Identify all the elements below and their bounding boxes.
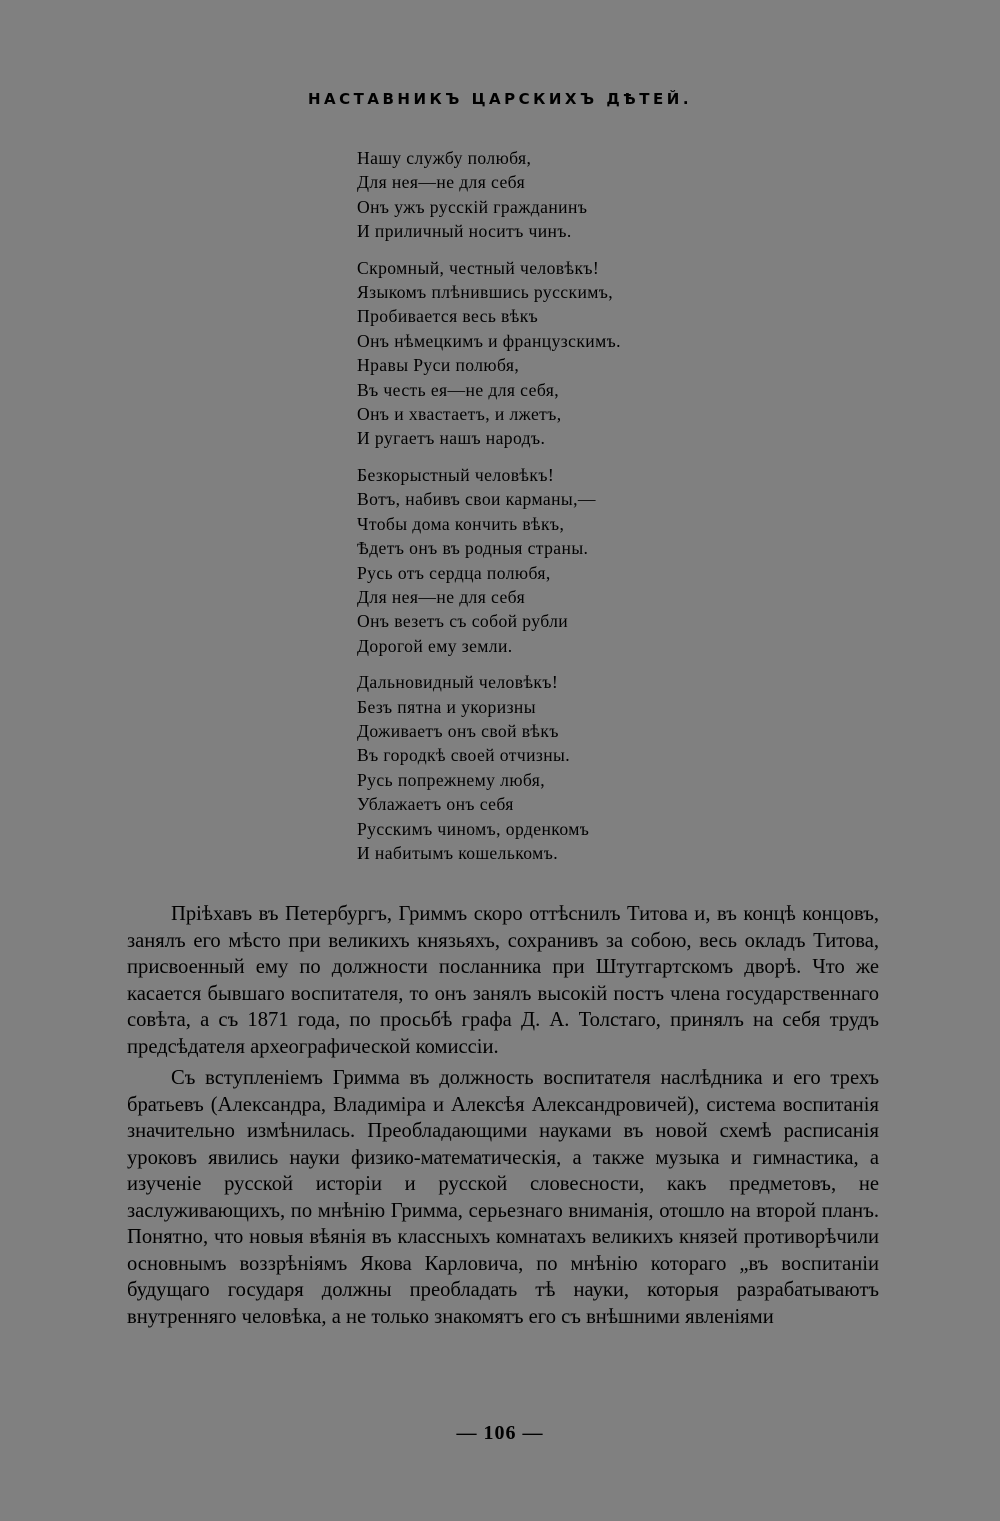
verse-line: Онъ нѣмецкимъ и французскимъ. xyxy=(357,330,621,351)
page-number: — 106 — xyxy=(456,1422,544,1444)
verse-line: Языкомъ плѣнившись русскимъ, xyxy=(357,282,614,303)
running-head: НАСТАВНИКЪ ЦАРСКИХЪ ДѢТЕЙ. xyxy=(307,90,693,108)
verse-line: Для нея—не для себя xyxy=(357,172,526,193)
verse-line: Онъ и хвастаетъ, и лжетъ, xyxy=(357,404,562,425)
verse-line: Доживаетъ онъ свой вѣкъ xyxy=(357,720,559,741)
verse-line: И ругаетъ нашъ народъ. xyxy=(357,428,546,449)
poem-stanza-4 xyxy=(357,670,697,865)
verse-line: Чтобы дома кончить вѣкъ, xyxy=(357,513,565,534)
verse-line: Безъ пятна и укоризны xyxy=(357,696,536,717)
poem xyxy=(357,146,697,877)
verse-line: Ублажаетъ онъ себя xyxy=(357,794,514,815)
verse-line: Нашу службу полюбя, xyxy=(357,148,532,168)
verse-line: Пробивается весь вѣкъ xyxy=(357,306,539,327)
verse-line: И набитымъ кошелькомъ. xyxy=(357,842,558,863)
verse-line: Онъ ужъ русскій гражданинъ xyxy=(357,196,588,217)
paragraph: Пріѣхавъ въ Петербургъ, Гриммъ скоро оттѣснилъ Титова и, въ концѣ концовъ, занялъ его мѣсто при великихъ князьяхъ, сохранивъ за собою, весь окладъ Титова, присвоенный ему по должности посланника при Штутгартскомъ дворѣ. Что же касается бывшаго воспитателя, то онъ занялъ высокій постъ члена государственнаго совѣта, а съ 1871 года, по просьбѣ графа Д. А. Толстаго, принялъ на себя трудъ предсѣдателя археографической комиссіи. xyxy=(127,903,879,1058)
verse-line: Въ городкѣ своей отчизны. xyxy=(357,745,571,766)
verse-line: Ѣдетъ онъ въ родныя страны. xyxy=(357,538,589,559)
verse-line: И приличный носитъ чинъ. xyxy=(357,221,572,242)
verse-line: Безкорыстный человѣкъ! xyxy=(357,464,555,485)
poem-stanza-3 xyxy=(357,463,697,658)
poem-stanza-2 xyxy=(357,256,697,451)
prose-body xyxy=(127,901,879,1330)
verse-line: Въ честь ея—не для себя, xyxy=(357,379,560,400)
verse-line: Онъ везетъ съ собой рубли xyxy=(357,611,569,632)
verse-line: Дальновидный человѣкъ! xyxy=(357,672,559,693)
verse-line: Русскимъ чиномъ, орденкомъ xyxy=(357,818,590,839)
verse-line: Скромный, честный человѣкъ! xyxy=(357,257,600,278)
verse-line: Дорогой ему земли. xyxy=(357,635,513,656)
paragraph: Съ вступленіемъ Гримма въ должность воспитателя наслѣдника и его трехъ братьевъ (Александра, Владиміра и Алексѣя Александровичей), система воспитанія значительно измѣнилась. Преобладающими науками въ новой схемѣ расписанія уроковъ явились науки физико-математическія, а также музыка и гимнастика, а изученіе русской исторіи и русской словесности, какъ предметовъ, не заслуживающихъ, по мнѣнію Гримма, серьезнаго вниманія, отошло на второй планъ. Понятно, что новыя вѣянія въ классныхъ комнатахъ великихъ князей противорѣчили основнымъ воззрѣніямъ Якова Карловича, по мнѣнію котораго „въ воспитаніи будущаго государя должны преобладать тѣ науки, которыя разрабатываютъ внутренняго человѣка, а не только знакомятъ его съ внѣшними явленіями xyxy=(127,1067,879,1328)
poem-stanza-1 xyxy=(357,146,697,244)
verse-line: Русь попрежнему любя, xyxy=(357,769,546,790)
verse-line: Нравы Руси полюбя, xyxy=(357,355,520,376)
verse-line: Русь отъ сердца полюбя, xyxy=(357,562,551,583)
verse-line: Для нея—не для себя xyxy=(357,586,526,607)
verse-line: Вотъ, набивъ свои карманы,— xyxy=(357,489,596,510)
